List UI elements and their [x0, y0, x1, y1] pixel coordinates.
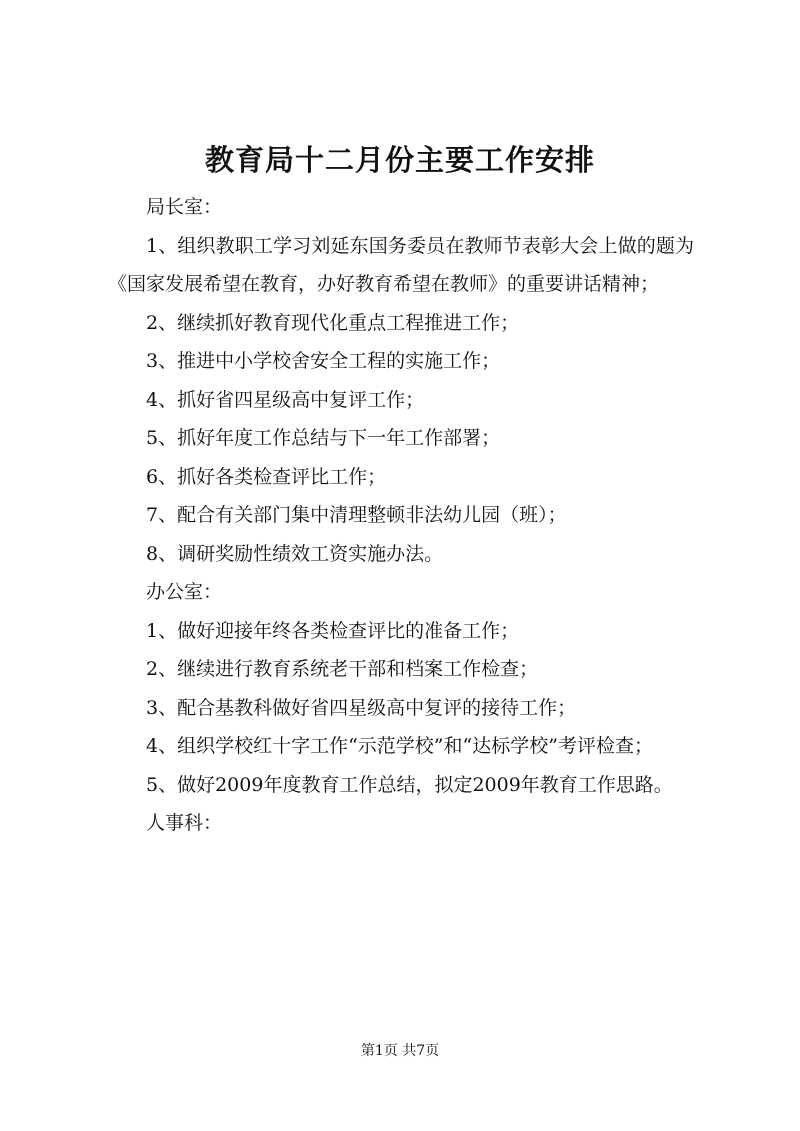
list-item: 6、抓好各类检查评比工作；: [146, 465, 387, 488]
section-heading-general-office: 办公室：: [146, 581, 223, 603]
list-item: 7、配合有关部门集中清理整顿非法幼儿园（班）；: [146, 504, 567, 526]
section-heading-director-office: 局长室：: [146, 196, 223, 218]
list-item: 3、配合基教科做好省四星级高中复评的接待工作；: [146, 696, 577, 719]
list-item: 2、继续抓好教育现代化重点工程推进工作；: [146, 311, 520, 334]
page-number: 第1页 共7页: [360, 1043, 440, 1059]
page-footer: [0, 1041, 800, 1061]
list-item: 4、抓好省四星级高中复评工作；: [146, 388, 425, 411]
list-item: 1、做好迎接年终各类检查评比的准备工作；: [146, 619, 520, 642]
document-title: 教育局十二月份主要工作安排: [204, 143, 595, 177]
list-item: 5、抓好年度工作总结与下一年工作部署；: [146, 427, 501, 449]
section-heading-personnel: 人事科：: [146, 812, 223, 834]
list-item: 1、组织教职工学习刘延东国务委员在教师节表彰大会上做的题为《国家发展希望在教育，办好教育希望在教师》的重要讲话精神；: [108, 234, 694, 295]
document-body: [108, 188, 694, 843]
list-item: 5、做好2009年度教育工作总结，拟定2009年教育工作思路。: [146, 773, 673, 796]
list-item: 2、继续进行教育系统老干部和档案工作检查；: [146, 658, 539, 680]
list-item: 8、调研奖励性绩效工资实施办法。: [146, 542, 444, 565]
list-item: 3、推进中小学校舍安全工程的实施工作；: [146, 350, 501, 372]
list-item: 4、组织学校红十字工作“示范学校”和“达标学校”考评检查；: [146, 735, 653, 757]
